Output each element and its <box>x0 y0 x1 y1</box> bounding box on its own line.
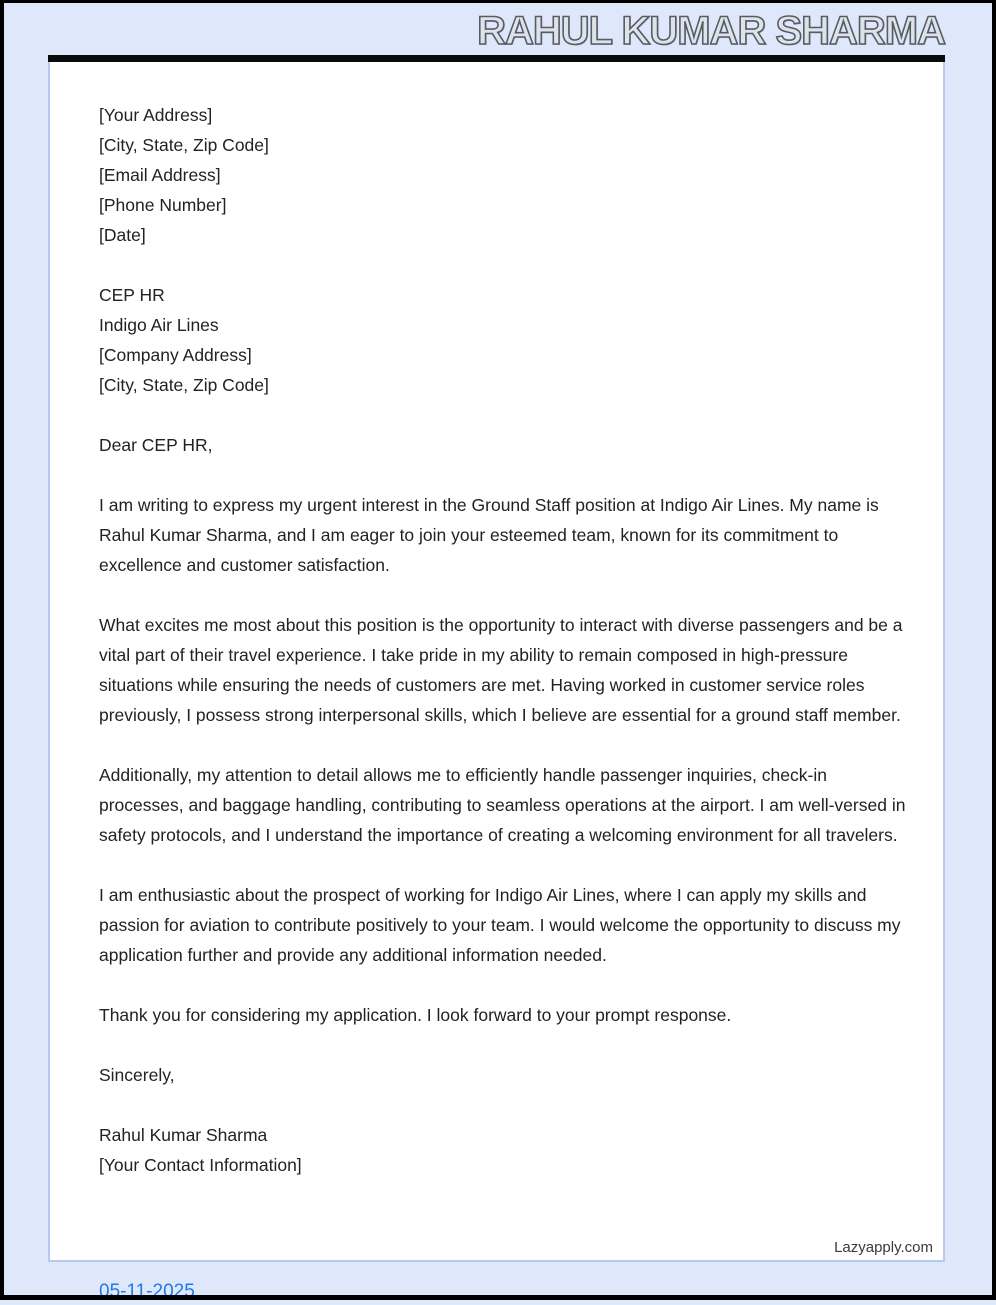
letter-page <box>48 62 945 1262</box>
sender-line: [City, State, Zip Code] <box>99 135 269 155</box>
recipient-line: CEP HR <box>99 285 165 305</box>
signature-contact: [Your Contact Information] <box>99 1155 302 1175</box>
body-paragraph: Thank you for considering my application. I look forward to your prompt response. <box>99 1005 732 1025</box>
footer-date-row <box>0 1262 996 1305</box>
closing: Sincerely, <box>99 1065 175 1085</box>
body-paragraph: What excites me most about this position is the opportunity to interact with diverse passengers and be a vital part of their travel experience. I take pride in my ability to remain composed in high-pressure situations while ensuring the needs of customers are met. Having worked in customer service roles previously, I possess strong interpersonal skills, which I believe are essential for a ground staff member. <box>99 615 903 725</box>
signature-name: Rahul Kumar Sharma <box>99 1125 268 1145</box>
signature-block <box>99 1120 909 1180</box>
applicant-name-heading: RAHUL KUMAR SHARMA <box>477 9 945 53</box>
body-paragraph: I am writing to express my urgent interest in the Ground Staff position at Indigo Air Lines. My name is Rahul Kumar Sharma, and I am eager to join your esteemed team, known for its commitment to excellence and customer satisfaction. <box>99 495 879 575</box>
sender-line: [Phone Number] <box>99 195 227 215</box>
recipient-line: [Company Address] <box>99 345 252 365</box>
body-paragraph: I am enthusiastic about the prospect of working for Indigo Air Lines, where I can apply my skills and passion for aviation to contribute positively to your team. I would welcome the opportunity to discuss my application further and provide any additional information needed. <box>99 885 901 965</box>
sender-line: [Your Address] <box>99 105 213 125</box>
recipient-address-block <box>99 280 909 400</box>
sender-line: [Date] <box>99 225 146 245</box>
recipient-line: Indigo Air Lines <box>99 315 219 335</box>
body-paragraph: Additionally, my attention to detail allows me to efficiently handle passenger inquiries, check-in processes, and baggage handling, contributing to seamless operations at the airport. I am well-versed in safety protocols, and I understand the importance of creating a welcoming environment for all travelers. <box>99 765 906 845</box>
lazyapply-brand-link[interactable]: Lazyapply.com <box>834 1239 933 1256</box>
salutation: Dear CEP HR, <box>99 435 213 455</box>
page-header <box>0 0 996 55</box>
sender-line: [Email Address] <box>99 165 221 185</box>
date-link[interactable]: 05-11-2025 <box>99 1281 195 1302</box>
header-divider-bar <box>48 55 945 62</box>
recipient-line: [City, State, Zip Code] <box>99 375 269 395</box>
sender-address-block <box>99 100 909 250</box>
